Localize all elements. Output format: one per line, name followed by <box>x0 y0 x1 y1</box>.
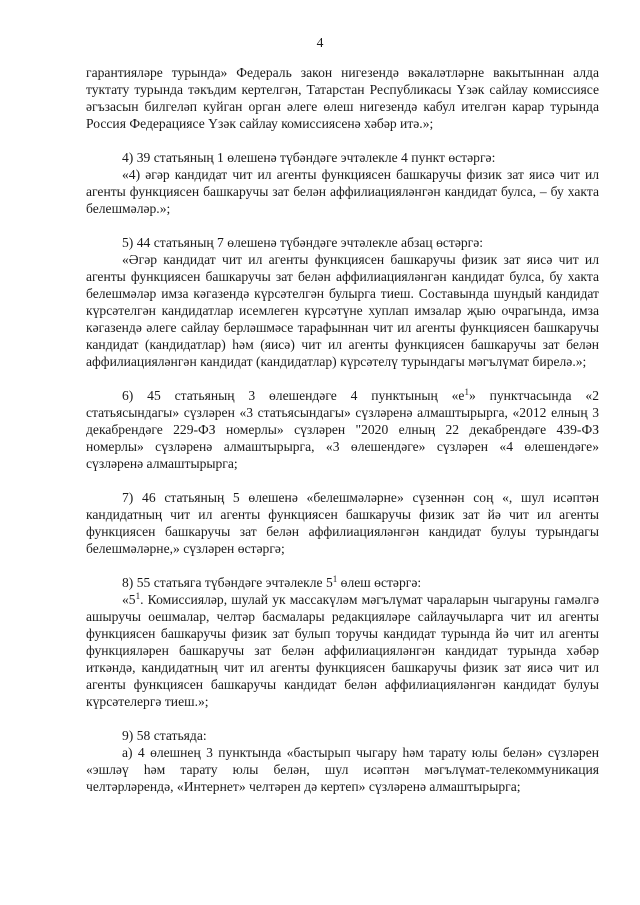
paragraph-item-6-before: 6) 45 статьяның 3 өлешендәге 4 пунктының «е <box>122 388 465 403</box>
paragraph-item-8-before: 8) 55 статьяга түбәндәге эчтәлекле 5 <box>122 575 333 590</box>
page-number: 4 <box>316 35 324 50</box>
document-body <box>86 64 599 795</box>
paragraph-item-4-heading: 4) 39 статьяның 1 өлешенә түбәндәге эчтәлекле 4 пункт өстәргә: <box>122 150 496 165</box>
paragraph-item-8-sup: 1 <box>332 574 338 584</box>
paragraph-item-9a: а) 4 өлешнең 3 пунктында «бастырып чыгару һәм тарату юлы белән» сүзләрен «эшләү һәм тарату юлы белән, шул исәптән мәгълүмат-телекоммуникация челтәрләрендә, «Интернет» челтәрен дә кертеп» сүзләренә алмаштырырга; <box>86 745 599 794</box>
paragraph-item-9-heading: 9) 58 статьяда: <box>122 728 207 743</box>
paragraph-continuation: гарантияләре турында» Федераль закон нигезендә вәкаләтләрне вакытыннан алда туктату турында тәкъдим кертелгән, Татарстан Республикасы Үзәк сайлау комиссиясе әгъзасын билгеләп куйган орган әлеге өлеш нигезендә кабул ителгән карар турында Россия Федерациясе Үзәк сайлау комиссиясенә хәбәр итә.»; <box>86 65 599 131</box>
paragraph-item-6-sup: 1 <box>464 387 469 397</box>
paragraph-item-8-content-sup: 1 <box>135 591 141 601</box>
paragraph-item-8-content <box>86 591 599 710</box>
paragraph-item-8-content-after: . Комиссияләр, шулай ук массакүләм мәгълүмат чараларын чыгаруны гамәлгә ашыручы оешмалар, челтәр басмалары редакцияләре сайлаучыларга чит ил агенты функциясен башкаручы физик зат булып торучы кандидат турында йә чит ил агенты функцияләрен башкаручы зат белән аффилиацияләнгән кандидат турында хәбәр иткәндә, кандидатның чит ил агенты функциясен башкаручы физик зат яисә чит ил агенты функциясен башкаручы кандидат белән аффилиацияләнгән кандидат булуы күрсәтелергә тиеш.»; <box>86 592 599 709</box>
paragraph-item-5-content: «Әгәр кандидат чит ил агенты функциясен башкаручы физик зат яисә чит ил агенты функциясен башкаручы зат белән аффилиацияләнгән кандидат булса, бу хакта белешмәләр имза кәгазендә күрсәтелгән булырга тиеш. Составында шундый кандидат күрсәтелгән кандидатлар исемлеген күрсәтүне хуплап имзалар җыю очрагында, имза кәгазендә әлеге сайлау берләшмәсе тарафыннан чит ил агенты функциясен башкаручы кандидат (кандидатлар) һәм (яисә) чит ил агенты функциясен башкаручы зат белән аффилиацияләнгән кандидат (кандидатлар) күрсәтелү турындагы мәгълүмат бирелә.»; <box>86 252 599 369</box>
paragraph-item-5-heading: 5) 44 статьяның 7 өлешенә түбәндәге эчтәлекле абзац өстәргә: <box>122 235 484 250</box>
paragraph-item-6-after: » пунктчасында «2 статьясындагы» сүзләрен «3 статьясындагы» сүзләренә алмаштырырга, «2012 елның 3 декабрендәге 229-ФЗ номерлы» сүзләрен "2020 елның 22 декабрендәге 439-ФЗ номерлы» сүзләренә алмаштырырга, «3 өлешендәге» сүзләрен «4 өлешендәге» сүзләренә алмаштырырга; <box>86 388 599 471</box>
paragraph-item-8-content-before: «5 <box>122 592 136 607</box>
paragraph-item-8-heading <box>86 574 599 591</box>
paragraph-item-6 <box>86 387 599 472</box>
paragraph-item-4-content: «4) әгәр кандидат чит ил агенты функциясен башкаручы физик зат яисә чит ил агенты функциясен башкаручы зат белән аффилиацияләнгән кандидат булса, – бу хакта белешмәләр.»; <box>86 167 599 216</box>
paragraph-item-7: 7) 46 статьяның 5 өлешенә «белешмәләрне» сүзеннән соң «, шул исәптән кандидатның чит ил агенты функциясен башкаручы физик зат йә чит ил агенты функциясен башкаручы зат белән аффилиацияләнгән кандидат булуы турындагы белешмәләрне,» сүзләрен өстәргә; <box>86 490 599 556</box>
paragraph-item-8-after: өлеш өстәргә: <box>337 575 422 590</box>
